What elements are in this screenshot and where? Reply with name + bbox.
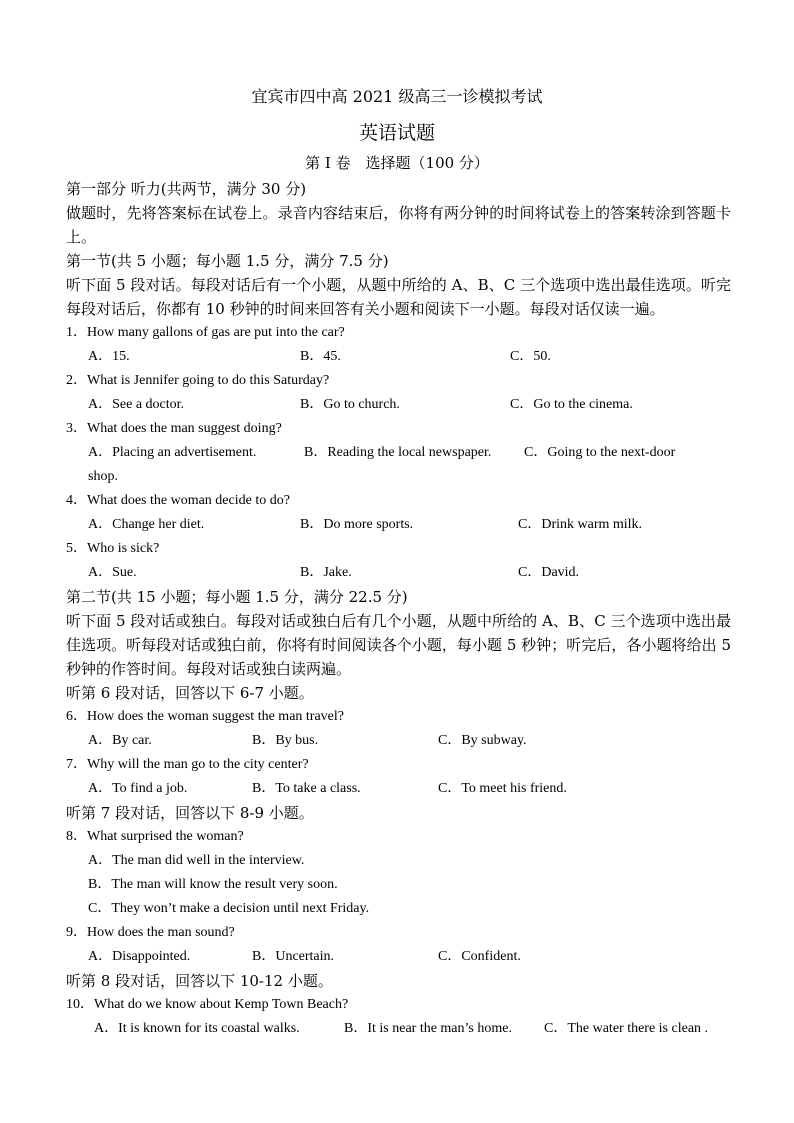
question-7-option-b: B．To take a class. <box>252 781 361 796</box>
question-9-stem: 9．How does the man sound? <box>66 925 235 940</box>
question-3-option-a: A．Placing an advertisement. <box>88 445 257 460</box>
question-6-option-c: C．By subway. <box>438 733 527 748</box>
question-10-option-b: B．It is near the man’s home. <box>344 1021 512 1036</box>
school-title: 宜宾市四中高 2021 级高三一诊模拟考试 <box>251 87 543 106</box>
question-7-option-a: A．To find a job. <box>88 781 188 796</box>
question-8-stem: 8．What surprised the woman? <box>66 829 244 844</box>
question-10-option-a: A．It is known for its coastal walks. <box>94 1021 300 1036</box>
question-9-option-c: C．Confident. <box>438 949 521 964</box>
question-4-option-b: B．Do more sports. <box>300 517 414 532</box>
question-1-option-a: A．15. <box>88 349 130 364</box>
dialog-8-note: 听第 8 段对话，回答以下 10-12 小题。 <box>66 972 333 990</box>
volume-title: 第 I 卷 选择题（100 分） <box>305 154 489 172</box>
question-3-option-c-continued: shop. <box>88 469 118 484</box>
question-5-stem: 5．Who is sick? <box>66 541 160 556</box>
question-8-option-b: B．The man will know the result very soon. <box>88 877 338 892</box>
question-8-option-a: A．The man did well in the interview. <box>88 853 305 868</box>
section2-instruction: 听下面 5 段对话或独白。每段对话或独白后有几个小题，从题中所给的 A、B、C 三个选项中选出最佳选项。听每段对话或独白前，你将有时间阅读各个小题，每小题 5 秒钟；听完后，各小题将给出 5 秒钟的作答时间。每段对话或独白读两遍。 <box>66 612 731 678</box>
question-5-option-c: C．David. <box>518 565 580 580</box>
subject-title: 英语试题 <box>358 122 435 144</box>
section1-instruction: 听下面 5 段对话。每段对话后有一个小题，从题中所给的 A、B、C 三个选项中选出最佳选项。听完每段对话后，你都有 10 秒钟的时间来回答有关小题和阅读下一小题。每段对话仅读一遍。 <box>66 276 731 318</box>
question-3-option-c: C．Going to the next-door <box>524 445 676 460</box>
question-10-stem: 10．What do we know about Kemp Town Beach? <box>66 997 349 1012</box>
question-2-option-b: B．Go to church. <box>300 397 400 412</box>
question-6-stem: 6．How does the woman suggest the man travel? <box>66 709 344 724</box>
question-10-option-c: C．The water there is clean . <box>544 1021 709 1036</box>
dialog-6-note: 听第 6 段对话，回答以下 6-7 小题。 <box>66 684 314 702</box>
question-8-option-c: C．They won’t make a decision until next Friday. <box>88 901 370 916</box>
question-4-option-c: C．Drink warm milk. <box>518 517 643 532</box>
section1-heading: 第一节(共 5 小题；每小题 1.5 分，满分 7.5 分) <box>66 252 389 270</box>
part1-instruction: 做题时，先将答案标在试卷上。录音内容结束后，你将有两分钟的时间将试卷上的答案转涂到答题卡上。 <box>66 204 731 246</box>
question-9-option-b: B．Uncertain. <box>252 949 335 964</box>
question-1-stem: 1．How many gallons of gas are put into the car? <box>66 325 345 340</box>
question-2-option-a: A．See a doctor. <box>88 397 185 412</box>
question-3-stem: 3．What does the man suggest doing? <box>66 421 282 436</box>
question-6-option-a: A．By car. <box>88 733 152 748</box>
question-7-stem: 7．Why will the man go to the city center? <box>66 757 309 772</box>
question-2-option-c: C．Go to the cinema. <box>510 397 633 412</box>
dialog-7-note: 听第 7 段对话，回答以下 8-9 小题。 <box>66 804 314 822</box>
question-9-option-a: A．Disappointed. <box>88 949 191 964</box>
question-1-option-c: C．50. <box>510 349 551 364</box>
question-6-option-b: B．By bus. <box>252 733 319 748</box>
question-7-option-c: C．To meet his friend. <box>438 781 567 796</box>
question-2-stem: 2．What is Jennifer going to do this Saturday? <box>66 373 330 388</box>
question-5-option-b: B．Jake. <box>300 565 352 580</box>
question-3-option-b: B．Reading the local newspaper. <box>304 445 492 460</box>
section2-heading: 第二节(共 15 小题；每小题 1.5 分，满分 22.5 分) <box>66 588 408 606</box>
question-4-option-a: A．Change her diet. <box>88 517 205 532</box>
question-5-option-a: A．Sue. <box>88 565 137 580</box>
part1-heading: 第一部分 听力(共两节，满分 30 分) <box>66 180 307 198</box>
question-4-stem: 4．What does the woman decide to do? <box>66 493 290 508</box>
question-1-option-b: B．45. <box>300 349 341 364</box>
